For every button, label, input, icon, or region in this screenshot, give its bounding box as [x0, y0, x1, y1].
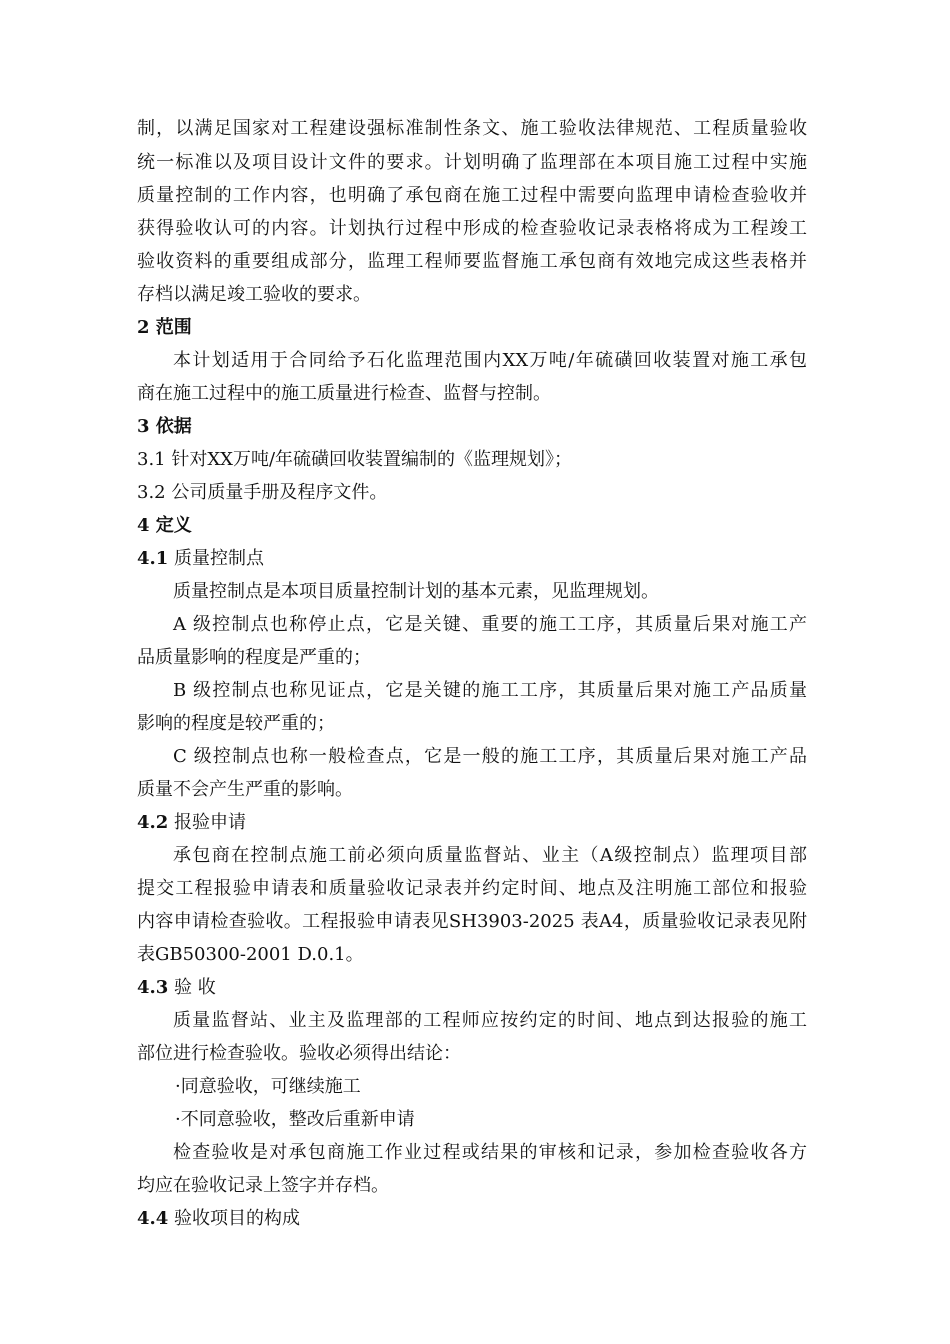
bullet-item: ·不同意验收，整改后重新申请	[175, 1109, 415, 1130]
paragraph-line: 影响的程度是较严重的；	[137, 713, 335, 734]
subsection-number: 4.1	[137, 548, 169, 569]
subsection-heading	[137, 1207, 300, 1231]
paragraph-line: 商在施工过程中的施工质量进行检查、监督与控制。	[137, 383, 551, 404]
list-item: 3.2 公司质量手册及程序文件。	[137, 482, 388, 503]
section-heading: 4 定义	[137, 515, 192, 536]
paragraph-line: 承包商在控制点施工前必须向质量监督站、业主（A级控制点）监理项目部	[173, 845, 807, 866]
paragraph-line: C 级控制点也称一般检查点，它是一般的施工工序，其质量后果对施工产品	[173, 746, 807, 767]
paragraph-line: 表GB50300-2001 D.0.1。	[137, 944, 364, 965]
subsection-title: 验 收	[168, 977, 216, 998]
paragraph-line: 均应在验收记录上签字并存档。	[137, 1175, 389, 1196]
paragraph-line: 质量控制的工作内容，也明确了承包商在施工过程中需要向监理申请检查验收并	[137, 185, 807, 206]
section-heading: 3 依据	[137, 416, 192, 437]
bullet-item: ·同意验收，可继续施工	[175, 1076, 361, 1097]
subsection-title: 质量控制点	[168, 548, 265, 569]
paragraph-line: 制，以满足国家对工程建设强标准制性条文、施工验收法律规范、工程质量验收	[137, 118, 807, 139]
subsection-heading	[137, 811, 246, 835]
subsection-number: 4.3	[137, 977, 169, 998]
paragraph-line: 存档以满足竣工验收的要求。	[137, 284, 371, 305]
subsection-title: 验收项目的构成	[168, 1208, 301, 1229]
subsection-number: 4.2	[137, 812, 169, 833]
subsection-heading	[137, 976, 216, 1000]
paragraph-line: 部位进行检查验收。验收必须得出结论：	[137, 1043, 461, 1064]
paragraph-line: 获得验收认可的内容。计划执行过程中形成的检查验收记录表格将成为工程竣工	[137, 218, 807, 239]
paragraph-line: 质量控制点是本项目质量控制计划的基本元素，见监理规划。	[173, 581, 659, 602]
paragraph-line: 统一标准以及项目设计文件的要求。计划明确了监理部在本项目施工过程中实施	[137, 152, 807, 173]
paragraph-line: 质量监督站、业主及监理部的工程师应按约定的时间、地点到达报验的施工	[173, 1010, 807, 1031]
subsection-heading	[137, 547, 264, 571]
paragraph-line: B 级控制点也称见证点，它是关键的施工工序，其质量后果对施工产品质量	[173, 680, 807, 701]
paragraph-line: 内容申请检查验收。工程报验申请表见SH3903-2025 表A4，质量验收记录表见附	[137, 911, 807, 932]
paragraph-line: 质量不会产生严重的影响。	[137, 779, 353, 800]
paragraph-line: 检查验收是对承包商施工作业过程或结果的审核和记录，参加检查验收各方	[173, 1142, 807, 1163]
paragraph-line: 品质量影响的程度是严重的；	[137, 647, 371, 668]
subsection-number: 4.4	[137, 1208, 169, 1229]
subsection-title: 报验申请	[168, 812, 247, 833]
list-item: 3.1 针对XX万吨/年硫磺回收装置编制的《监理规划》；	[137, 449, 573, 470]
paragraph-line: 验收资料的重要组成部分，监理工程师要监督施工承包商有效地完成这些表格并	[137, 251, 807, 272]
paragraph-line: 提交工程报验申请表和质量验收记录表并约定时间、地点及注明施工部位和报验	[137, 878, 807, 899]
section-heading: 2 范围	[137, 317, 192, 338]
paragraph-line: A 级控制点也称停止点，它是关键、重要的施工工序，其质量后果对施工产	[173, 614, 807, 635]
paragraph-line: 本计划适用于合同给予石化监理范围内XX万吨/年硫磺回收装置对施工承包	[173, 350, 807, 371]
